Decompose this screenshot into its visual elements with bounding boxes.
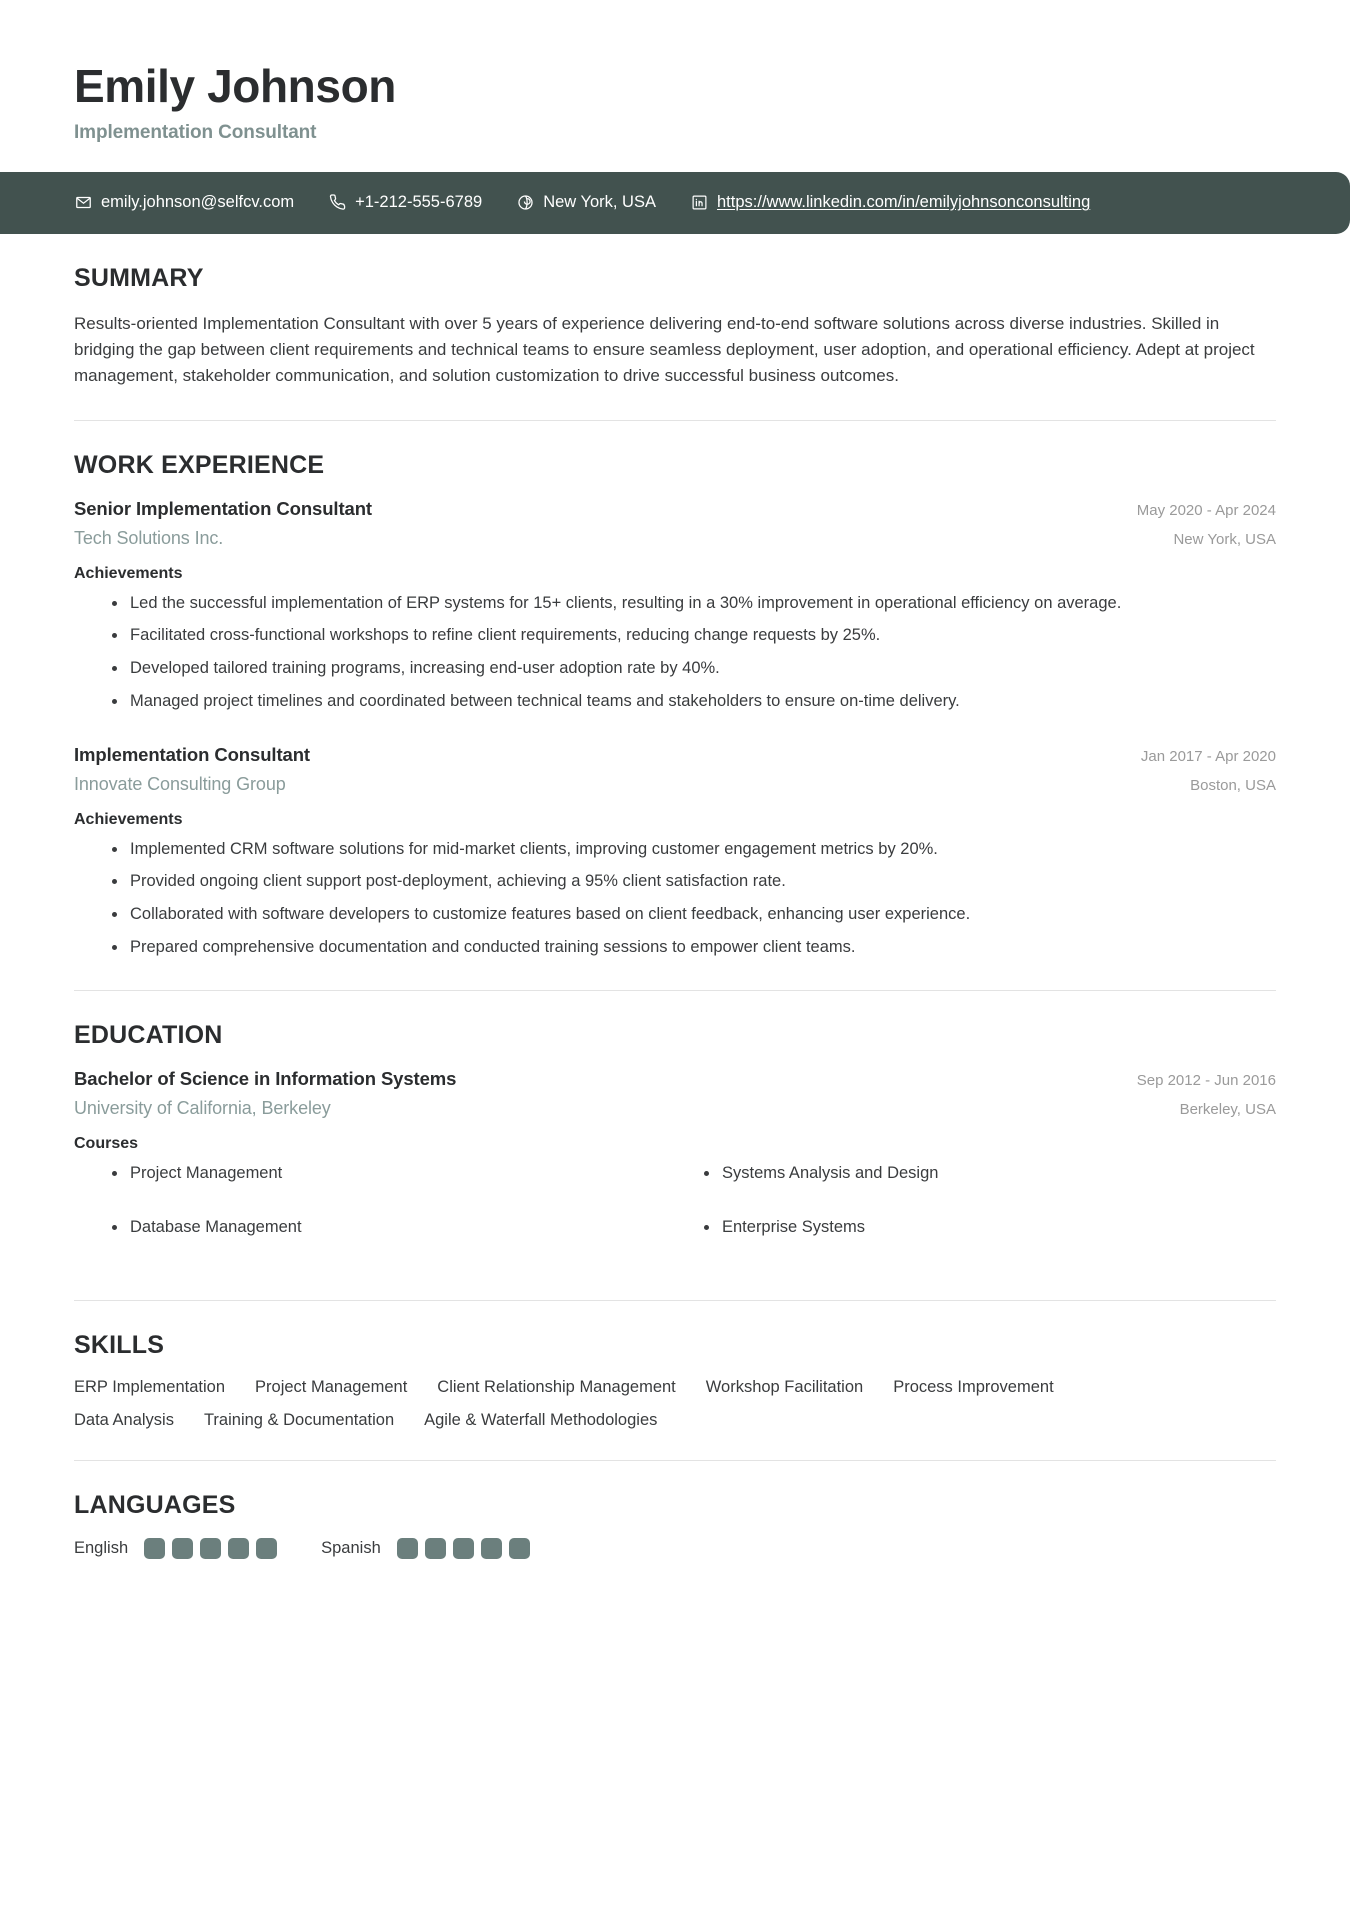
work-entry-dates: Jan 2017 - Apr 2020 [1140, 747, 1276, 765]
work-entry-dates: May 2020 - Apr 2024 [1136, 501, 1276, 519]
list-item: Database Management [112, 1215, 684, 1240]
list-item: Managed project timelines and coordinated between technical teams and stakeholders to ensure on-time delivery. [112, 689, 1272, 714]
skills-list [74, 1378, 1174, 1430]
education-entry [74, 1068, 1276, 1271]
level-dot-filled [200, 1538, 221, 1559]
achievements-list [74, 591, 1276, 714]
language-item [74, 1538, 277, 1559]
work-entry [74, 498, 1276, 714]
work-experience-heading: WORK EXPERIENCE [74, 450, 325, 479]
skills-heading: SKILLS [74, 1331, 165, 1360]
contact-email-text: emily.johnson@selfcv.com [101, 193, 295, 212]
courses-list [74, 1161, 1276, 1271]
language-name: English [74, 1539, 129, 1558]
contact-linkedin[interactable] [690, 193, 1090, 212]
skill-item: Training & Documentation [203, 1411, 395, 1430]
job-title: Implementation Consultant [74, 121, 317, 143]
summary-text: Results-oriented Implementation Consultant with over 5 years of experience delivering end-to-end software solutions across diverse industries. Skilled in bridging the gap between client requirements and technical teams to ensure seamless deployment, user adoption, and operational efficiency. Adept at project management, stakeholder communication, and solution customization to drive successful business outcomes. [74, 313, 1255, 386]
section-summary [74, 234, 1276, 390]
work-entry-location: Boston, USA [1190, 776, 1276, 794]
skill-item: Workshop Facilitation [705, 1378, 864, 1397]
list-item: Enterprise Systems [704, 1215, 1276, 1240]
education-entry-title-row [74, 1068, 1276, 1090]
contact-phone-text: +1-212-555-6789 [355, 193, 483, 212]
achievements-label: Achievements [74, 810, 183, 828]
work-entry-position: Senior Implementation Consultant [74, 497, 372, 519]
education-heading: EDUCATION [74, 1020, 223, 1049]
work-entry-company: Tech Solutions Inc. [74, 527, 224, 548]
summary-heading: SUMMARY [74, 263, 204, 292]
work-entry [74, 744, 1276, 960]
list-item: Implemented CRM software solutions for mid-market clients, improving customer engagement metrics by 20%. [112, 837, 1272, 862]
list-item: Led the successful implementation of ERP systems for 15+ clients, resulting in a 30% improvement in operational efficiency on average. [112, 591, 1272, 616]
language-level-dots [144, 1538, 277, 1559]
courses-label: Courses [74, 1134, 139, 1152]
skill-item: Client Relationship Management [437, 1378, 676, 1397]
skill-item: Project Management [255, 1378, 408, 1397]
list-item: Prepared comprehensive documentation and conducted training sessions to empower client teams. [112, 935, 1272, 960]
education-entry-school: University of California, Berkeley [74, 1097, 331, 1118]
education-entry-dates: Sep 2012 - Jun 2016 [1136, 1071, 1276, 1089]
work-entry-position: Implementation Consultant [74, 743, 310, 765]
languages-list [74, 1538, 1276, 1559]
list-item: Facilitated cross-functional workshops to refine client requirements, reducing change requests by 25%. [112, 623, 1272, 648]
list-item: Provided ongoing client support post-deployment, achieving a 95% client satisfaction rate. [112, 869, 1272, 894]
list-item: Developed tailored training programs, increasing end-user adoption rate by 40%. [112, 656, 1272, 681]
resume-header [0, 0, 1350, 144]
language-name: Spanish [321, 1539, 381, 1558]
envelope-icon [74, 194, 92, 212]
section-skills [74, 1301, 1276, 1430]
contact-location [516, 193, 656, 212]
contact-location-text: New York, USA [543, 193, 656, 212]
work-entry-company: Innovate Consulting Group [74, 773, 286, 794]
globe-pin-icon [516, 194, 534, 212]
work-entry-org-row [74, 520, 1276, 549]
level-dot-filled [172, 1538, 193, 1559]
contact-email[interactable] [74, 193, 294, 212]
level-dot-filled [481, 1538, 502, 1559]
achievements-list [74, 837, 1276, 960]
section-languages [74, 1461, 1276, 1559]
work-entry-org-row [74, 766, 1276, 795]
languages-heading: LANGUAGES [74, 1491, 236, 1520]
education-entry-degree: Bachelor of Science in Information Systems [74, 1067, 457, 1089]
list-item: Project Management [112, 1161, 684, 1186]
skill-item: ERP Implementation [74, 1378, 226, 1397]
education-entry-location: Berkeley, USA [1179, 1100, 1276, 1118]
language-item [321, 1538, 530, 1559]
skill-item: Agile & Waterfall Methodologies [424, 1411, 658, 1430]
language-level-dots [397, 1538, 530, 1559]
full-name: Emily Johnson [74, 60, 396, 112]
section-education [74, 991, 1276, 1271]
list-item: Systems Analysis and Design [704, 1161, 1276, 1186]
level-dot-filled [228, 1538, 249, 1559]
achievements-label: Achievements [74, 564, 183, 582]
contact-linkedin-text[interactable]: https://www.linkedin.com/in/emilyjohnsonconsulting [717, 193, 1091, 212]
linkedin-icon [690, 194, 708, 212]
level-dot-filled [425, 1538, 446, 1559]
contact-phone[interactable] [328, 193, 482, 212]
level-dot-filled [453, 1538, 474, 1559]
skill-item: Data Analysis [74, 1411, 174, 1430]
level-dot-filled [509, 1538, 530, 1559]
education-entry-org-row [74, 1090, 1276, 1119]
level-dot-filled [397, 1538, 418, 1559]
work-entry-location: New York, USA [1173, 530, 1276, 548]
phone-icon [328, 194, 346, 212]
work-entry-title-row [74, 744, 1276, 766]
contact-bar [0, 172, 1350, 234]
section-work-experience [74, 421, 1276, 960]
skill-item: Process Improvement [893, 1378, 1054, 1397]
level-dot-filled [144, 1538, 165, 1559]
work-entry-title-row [74, 498, 1276, 520]
level-dot-filled [256, 1538, 277, 1559]
list-item: Collaborated with software developers to customize features based on client feedback, enhancing user experience. [112, 902, 1272, 927]
